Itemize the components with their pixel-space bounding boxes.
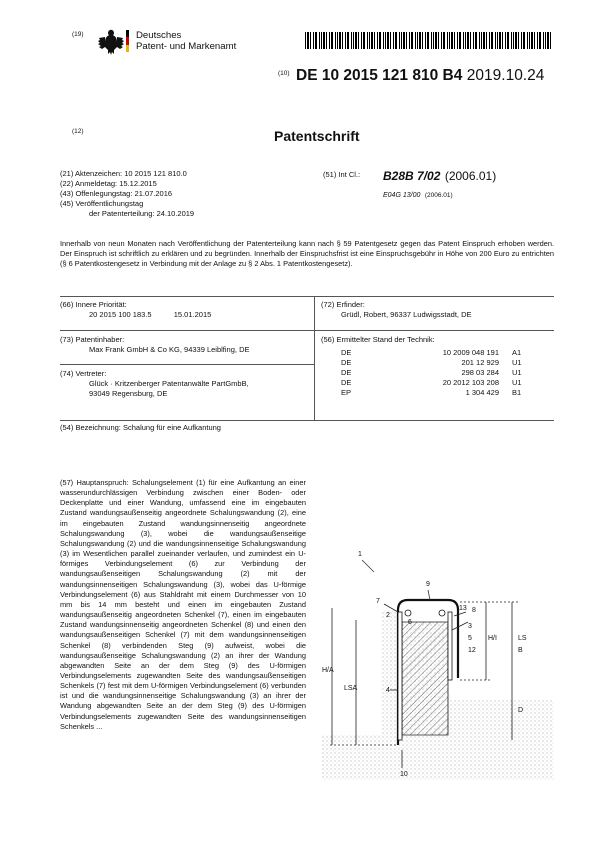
inid-code-72: (72) bbox=[321, 300, 335, 309]
barcode bbox=[305, 32, 553, 49]
biblio-label: Veröffentlichungstag bbox=[75, 199, 144, 208]
inid-code-73: (73) bbox=[60, 335, 74, 344]
inid-code-56: (56) bbox=[321, 335, 335, 344]
owner-value: Max Frank GmbH & Co KG, 94339 Leiblfing, DE bbox=[89, 345, 250, 354]
representative-line1: Glück · Kritzenberger Patentanwälte PartGmbB, bbox=[89, 379, 249, 388]
ipc-main: B28B 7/02 bbox=[383, 169, 441, 183]
ref-number: 20 2012 103 208 bbox=[442, 378, 499, 387]
biblio-label: Offenlegungstag: bbox=[75, 189, 133, 198]
biblio-value: 24.10.2019 bbox=[156, 209, 195, 218]
inid-code-19: (19) bbox=[72, 31, 84, 38]
fig-label-1: 1 bbox=[358, 551, 362, 558]
biblio-value: 15.12.2015 bbox=[119, 179, 157, 188]
inventor-label: Erfinder: bbox=[336, 300, 365, 309]
fig-label-d: D bbox=[518, 707, 524, 714]
claim-label: Hauptanspruch: bbox=[76, 478, 129, 487]
publication-date: 2019.10.24 bbox=[466, 67, 545, 84]
ref-kind: U1 bbox=[512, 368, 522, 377]
fig-label-5: 5 bbox=[468, 635, 472, 642]
spacer-left bbox=[405, 610, 411, 616]
ref-kind: A1 bbox=[512, 348, 522, 357]
table-row bbox=[341, 368, 522, 378]
fig-label-b: B bbox=[518, 647, 523, 654]
inid-code-74: (74) bbox=[60, 369, 74, 378]
ref-number: 1 304 429 bbox=[465, 388, 499, 397]
document-type: Patentschrift bbox=[274, 128, 360, 144]
table-row bbox=[341, 358, 522, 368]
prior-art-label: Ermittelter Stand der Technik: bbox=[336, 335, 435, 344]
fig-label-8: 8 bbox=[472, 607, 476, 614]
ref-country: DE bbox=[341, 348, 352, 357]
ref-number: 201 12 929 bbox=[461, 358, 499, 367]
fig-label-9: 9 bbox=[426, 581, 430, 588]
biblio-code: (21) bbox=[60, 169, 74, 178]
ipc-main-year: (2006.01) bbox=[444, 169, 497, 183]
biblio-row-45 bbox=[60, 199, 300, 209]
prior-art-block bbox=[321, 335, 553, 398]
ref-country: DE bbox=[341, 358, 352, 367]
separator-vertical bbox=[314, 296, 315, 420]
separator-left-1 bbox=[60, 330, 314, 331]
inid-code-12: (12) bbox=[72, 128, 84, 135]
fig-label-10: 10 bbox=[400, 771, 408, 778]
federal-eagle-logo bbox=[98, 28, 124, 56]
designation-value: Schalung für eine Aufkantung bbox=[122, 423, 221, 432]
ipc-main-line bbox=[383, 167, 496, 185]
inventor-value: Grüdl, Robert, 96337 Ludwigsstadt, DE bbox=[341, 310, 472, 319]
office-color-bar bbox=[126, 30, 129, 52]
inid-code-54: (54) bbox=[60, 423, 74, 432]
separator-right-1 bbox=[314, 330, 554, 331]
spacer-right bbox=[439, 610, 445, 616]
concrete-outer bbox=[382, 610, 397, 735]
ref-country: DE bbox=[341, 378, 352, 387]
office-name-line1: Deutsches bbox=[136, 30, 182, 41]
ref-number: 10 2009 048 191 bbox=[442, 348, 499, 357]
owner-label: Patentinhaber: bbox=[75, 335, 125, 344]
biblio-code: (43) bbox=[60, 189, 74, 198]
fig-label-2: 2 bbox=[386, 612, 390, 619]
table-row bbox=[341, 388, 522, 398]
biblio-row-22 bbox=[60, 179, 300, 189]
biblio-left bbox=[60, 169, 300, 219]
formwork-outer bbox=[398, 612, 402, 740]
designation bbox=[60, 423, 221, 433]
fig-label-7: 7 bbox=[376, 598, 380, 605]
prior-art-table bbox=[341, 348, 522, 398]
ref-number: 298 03 284 bbox=[461, 368, 499, 377]
biblio-row-45-cont bbox=[60, 209, 300, 219]
publication-number: DE 10 2015 121 810 B4 bbox=[296, 67, 463, 84]
ref-kind: B1 bbox=[512, 388, 522, 397]
fig-label-4: 4 bbox=[386, 687, 390, 694]
priority-label: Innere Priorität: bbox=[75, 300, 127, 309]
fig-label-hi: H/I bbox=[488, 635, 497, 642]
priority-block bbox=[60, 300, 310, 320]
inventor-block bbox=[321, 300, 553, 320]
biblio-label: der Patenterteilung: bbox=[89, 209, 155, 218]
separator-left-2 bbox=[60, 364, 314, 365]
inid-code-10: (10) bbox=[278, 70, 290, 77]
main-claim bbox=[60, 478, 306, 732]
biblio-row-21 bbox=[60, 169, 300, 179]
fig-label-hua: H/A bbox=[322, 667, 334, 674]
publication-line bbox=[296, 67, 544, 85]
priority-date: 15.01.2015 bbox=[173, 310, 212, 319]
priority-number: 20 2015 100 183.5 bbox=[89, 310, 152, 319]
ref-kind: U1 bbox=[512, 378, 522, 387]
inid-code-66: (66) bbox=[60, 300, 74, 309]
fig-label-6: 6 bbox=[408, 619, 412, 626]
ipc-secondary-year: (2006.01) bbox=[424, 192, 453, 199]
designation-label: Bezeichnung: bbox=[75, 423, 121, 432]
wall-section bbox=[402, 622, 448, 735]
fig-label-3: 3 bbox=[468, 623, 472, 630]
biblio-value: 10 2015 121 810.0 bbox=[124, 169, 187, 178]
fig-label-lsa: LSA bbox=[344, 685, 358, 692]
biblio-row-43 bbox=[60, 189, 300, 199]
biblio-code: (22) bbox=[60, 179, 74, 188]
representative-block bbox=[60, 369, 310, 399]
biblio-label: Anmeldetag: bbox=[75, 179, 118, 188]
ipc-secondary-line bbox=[383, 184, 453, 202]
fig-label-13: 13 bbox=[459, 605, 467, 612]
separator-top bbox=[60, 296, 554, 297]
inid-code-51: (51) bbox=[323, 170, 337, 179]
representative-line2: 93049 Regensburg, DE bbox=[89, 389, 168, 398]
biblio-value: 21.07.2016 bbox=[134, 189, 173, 198]
classification-label bbox=[323, 170, 360, 180]
ipc-secondary: E04G 13/00 bbox=[383, 192, 421, 199]
ref-country: EP bbox=[341, 388, 352, 397]
fig-label-12: 12 bbox=[468, 647, 476, 654]
ref-country: DE bbox=[341, 368, 352, 377]
ref-kind: U1 bbox=[512, 358, 522, 367]
owner-block bbox=[60, 335, 310, 355]
biblio-code: (45) bbox=[60, 199, 74, 208]
patent-drawing bbox=[322, 540, 554, 780]
inid-code-57: (57) bbox=[60, 478, 74, 487]
office-name-line2: Patent- und Markenamt bbox=[136, 41, 237, 52]
biblio-label: Aktenzeichen: bbox=[75, 169, 123, 178]
opposition-notice: Innerhalb von neun Monaten nach Veröffentlichung der Patenterteilung kann nach § 59 Patentgesetz gegen das Patent Einspruch erhoben werden. Der Einspruch ist schriftlich zu erklären und zu begründen. Innerhalb der Einspruchsfrist ist eine Einspruchsgebühr in Höhe von 200 Euro zu entrichten (§ 6 Patentkostengesetz in Verbindung mit der Anlage zu § 2 Abs. 1 Patentkostengesetz). bbox=[60, 239, 554, 269]
formwork-inner bbox=[448, 612, 452, 680]
fig-label-ls: LS bbox=[518, 635, 527, 642]
int-cl-label: Int Cl.: bbox=[338, 170, 361, 179]
office-name bbox=[136, 30, 236, 52]
table-row bbox=[341, 378, 522, 388]
claim-text: Schalungselement (1) für eine Aufkantung an einer wasserundurchlässigen Verbindung zwischen einer Boden- oder Deckenplatte und einer Wandung, umfassend eine im eingebauten Zustand wandungsaußenseitig angeordnete Schalungswandung (2), eine im eingebauten Zustand wandungsinnenseitig angeordnete Schalungswandung (3), wobei die wandungsaußenseitige Schalungswandung (2) und die wandungsinnenseitige Schalungswandung (3) im Wesentlichen parallel zueinander verlaufen, und zumindest ein U-förmiges Verbindungselement (6) zur Verbindung der wandungsaußenseitigen Schalungswandung (2) mit der wandungsinnenseitigen Schalungswandung (3), wobei das U-förmige Verbindungselement (6) aus Stahldraht mit einem Durchmesser von 10 mm bis 14 mm besteht und einen im eingebauten Zustand wandungsaußenseitig angeordneten Schenkel (7), einen im eingebauten Zustand wandungsinnenseitig angeordneten Schenkel (8) und einen den wandungsaußenseitigen Schenkel (7) mit dem wandungsinnenseitigen Schenkel (8) verbindenden Steg (9) aufweist, wobei die wandungsaußenseitige Schalungswandung (2) an ihrer der Wandung abgewandten Seite an der dem Steg (9) des U-förmigen Verbindungselements zugewandten Seite des wandungsaußenseitigen Schenkels (7) fest mit dem U-förmigen Verbindungselement (6) verbunden ist und die wandungsinnenseitige Schalungswandung (3) an ihrer der Wandung abgewandten Seite an der dem Steg (9) des U-förmigen Verbindungselements zugewandten Seite des wandungsinnenseitigen Schenkels ... bbox=[60, 478, 306, 731]
table-row bbox=[341, 348, 522, 358]
separator-bottom bbox=[60, 420, 554, 421]
representative-label: Vertreter: bbox=[75, 369, 107, 378]
